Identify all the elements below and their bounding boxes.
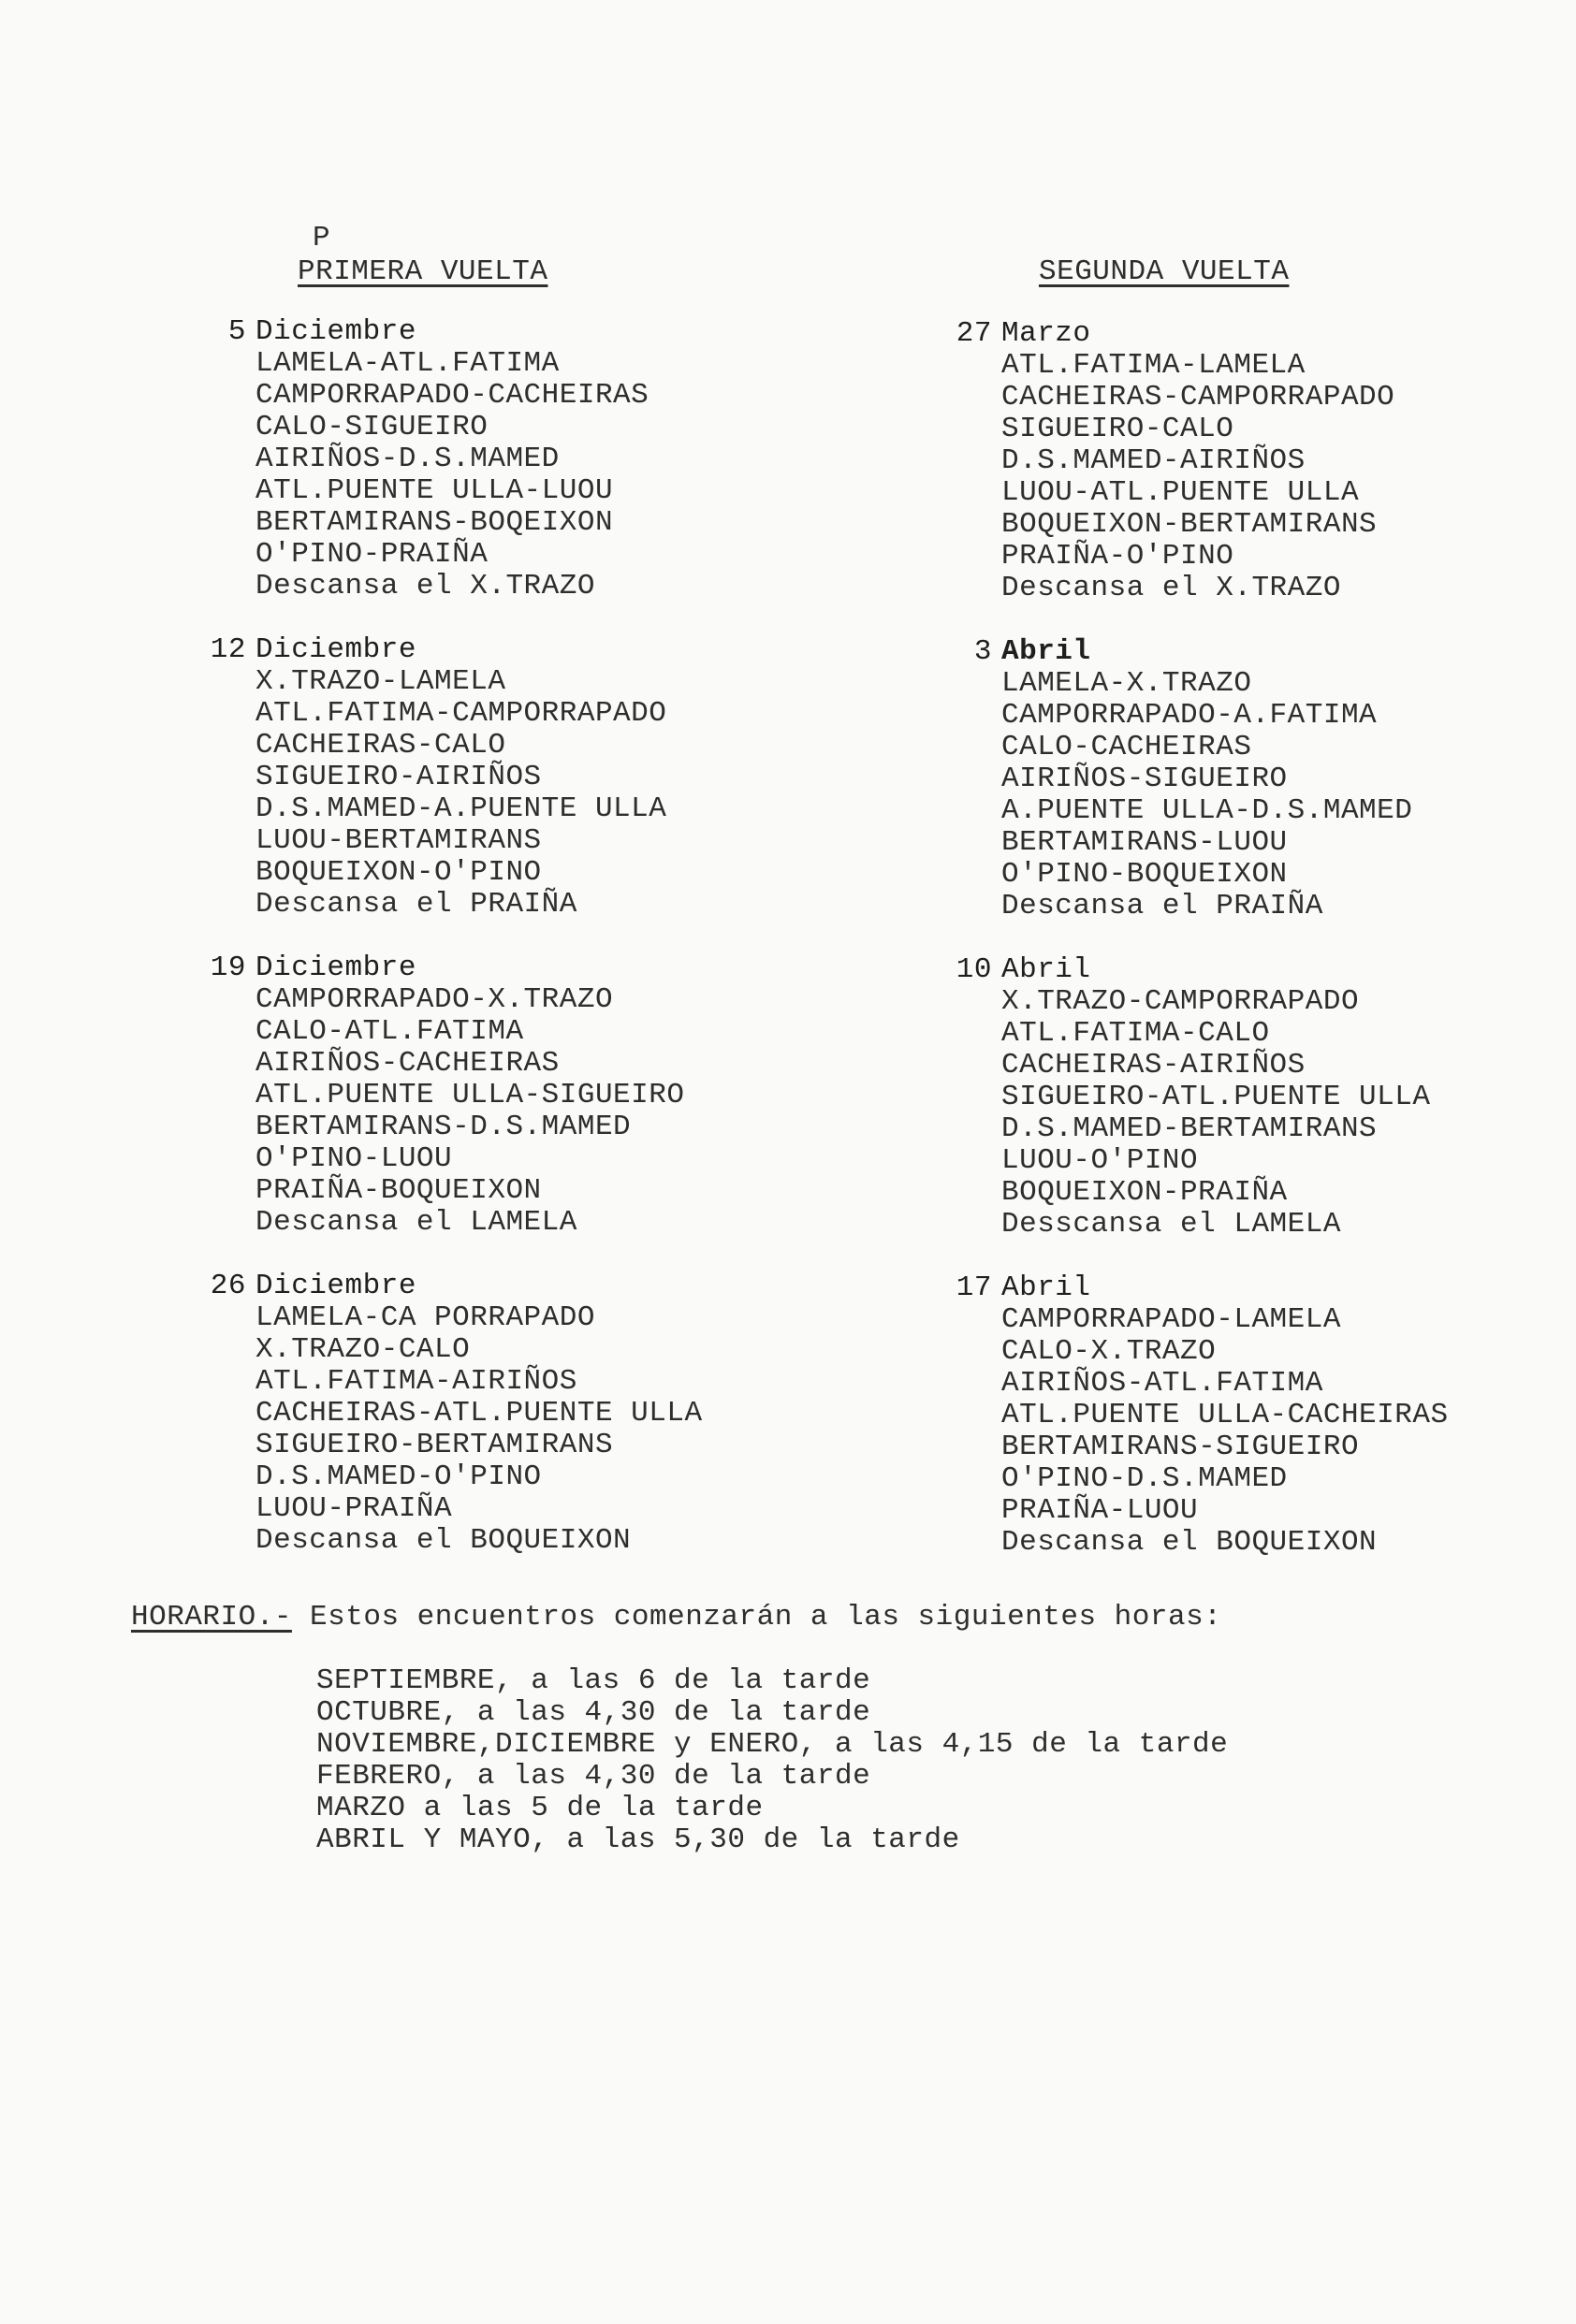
fixture-line: BERTAMIRANS-SIGUEIRO: [1001, 1431, 1360, 1463]
round-day: 26: [210, 1270, 246, 1302]
round-month: Diciembre: [255, 633, 416, 666]
rest-team-line: Descansa el PRAIÑA: [1001, 890, 1323, 922]
fixture-line: D.S.MAMED-BERTAMIRANS: [1001, 1112, 1378, 1145]
round-month: Abril: [1001, 635, 1091, 668]
round-right-3: [956, 953, 1525, 1241]
fixture-line: ATL.FATIMA-LAMELA: [1001, 349, 1306, 382]
fixture-line: X.TRAZO-LAMELA: [255, 665, 506, 698]
heading-segunda-vuelta: SEGUNDA VUELTA: [1039, 255, 1290, 288]
rest-team-line: Descansa el PRAIÑA: [255, 888, 577, 921]
fixture-line: AIRIÑOS-ATL.FATIMA: [1001, 1367, 1323, 1400]
round-month: Abril: [1001, 1271, 1091, 1304]
fixture-line: CAMPORRAPADO-CACHEIRAS: [255, 379, 649, 412]
fixture-line: O'PINO-BOQUEIXON: [1001, 858, 1288, 891]
fixture-line: SIGUEIRO-BERTAMIRANS: [255, 1429, 614, 1461]
fixture-line: AIRIÑOS-CACHEIRAS: [255, 1047, 560, 1080]
schedule-line: NOVIEMBRE,DICIEMBRE y ENERO, a las 4,15 de la tarde: [316, 1728, 1229, 1761]
fixture-line: CALO-CACHEIRAS: [1001, 731, 1252, 763]
round-left-1: [227, 315, 780, 603]
round-month: Abril: [1001, 953, 1091, 986]
round-day: 27: [956, 317, 992, 350]
fixture-line: CAMPORRAPADO-LAMELA: [1001, 1303, 1341, 1336]
fixture-line: LAMELA-ATL.FATIMA: [255, 347, 560, 380]
fixture-line: CALO-X.TRAZO: [1001, 1335, 1217, 1368]
fixture-line: BERTAMIRANS-LUOU: [1001, 826, 1288, 859]
fixture-line: BERTAMIRANS-D.S.MAMED: [255, 1111, 632, 1143]
fixture-line: CACHEIRAS-CAMPORRAPADO: [1001, 381, 1395, 414]
rest-team-line: Descansa el BOQUEIXON: [255, 1524, 632, 1557]
round-left-2: [210, 633, 780, 921]
fixture-line: SIGUEIRO-AIRIÑOS: [255, 761, 542, 793]
fixture-line: LUOU-O'PINO: [1001, 1144, 1199, 1177]
round-day: 5: [227, 315, 246, 348]
rest-team-line: Descansa el X.TRAZO: [255, 570, 595, 603]
fixture-line: LUOU-BERTAMIRANS: [255, 824, 542, 857]
round-month: Marzo: [1001, 317, 1091, 350]
fixture-line: ATL.FATIMA-CAMPORRAPADO: [255, 697, 667, 730]
schedule-line: FEBRERO, a las 4,30 de la tarde: [316, 1760, 871, 1793]
fixture-line: D.S.MAMED-O'PINO: [255, 1460, 542, 1493]
schedule-line: ABRIL Y MAYO, a las 5,30 de la tarde: [316, 1823, 960, 1856]
round-right-4: [956, 1271, 1525, 1559]
fixture-line: D.S.MAMED-AIRIÑOS: [1001, 444, 1306, 477]
fixture-line: X.TRAZO-CAMPORRAPADO: [1001, 985, 1360, 1018]
fixture-line: X.TRAZO-CALO: [255, 1333, 471, 1366]
fixture-line: AIRIÑOS-SIGUEIRO: [1001, 763, 1288, 795]
rest-team-line: Descansa el BOQUEIXON: [1001, 1526, 1378, 1559]
fixture-line: AIRIÑOS-D.S.MAMED: [255, 443, 560, 475]
fixture-line: SIGUEIRO-CALO: [1001, 413, 1234, 445]
fixture-line: BOQUEIXON-BERTAMIRANS: [1001, 508, 1378, 541]
schedule-line: MARZO a las 5 de la tarde: [316, 1792, 764, 1824]
fixture-line: CAMPORRAPADO-A.FATIMA: [1001, 699, 1378, 732]
round-left-4: [210, 1270, 780, 1557]
fixture-line: ATL.PUENTE ULLA-CACHEIRAS: [1001, 1399, 1449, 1431]
rest-team-line: Descansa el LAMELA: [255, 1206, 577, 1239]
round-day: 17: [956, 1271, 992, 1304]
schedule-line: OCTUBRE, a las 4,30 de la tarde: [316, 1696, 871, 1729]
round-day: 19: [210, 951, 246, 984]
schedule-line: SEPTIEMBRE, a las 6 de la tarde: [316, 1664, 871, 1697]
fixture-line: PRAIÑA-BOQUEIXON: [255, 1174, 542, 1207]
fixture-line: LAMELA-X.TRAZO: [1001, 667, 1252, 700]
fixture-line: ATL.PUENTE ULLA-SIGUEIRO: [255, 1079, 685, 1111]
fixture-line: PRAIÑA-O'PINO: [1001, 540, 1234, 573]
rest-team-line: Descansa el X.TRAZO: [1001, 572, 1341, 604]
fixture-line: CACHEIRAS-AIRIÑOS: [1001, 1049, 1306, 1082]
round-day: 10: [956, 953, 992, 986]
fixture-line: BOQUEIXON-O'PINO: [255, 856, 542, 889]
fixture-line: LAMELA-CA PORRAPADO: [255, 1301, 595, 1334]
horario-section: [131, 1602, 1221, 1634]
rest-team-line: Desscansa el LAMELA: [1001, 1208, 1341, 1241]
round-left-3: [210, 951, 780, 1239]
round-month: Diciembre: [255, 951, 416, 984]
round-right-2: [973, 635, 1525, 922]
fixture-line: SIGUEIRO-ATL.PUENTE ULLA: [1001, 1081, 1431, 1113]
round-month: Diciembre: [255, 1270, 416, 1302]
fixture-line: ATL.FATIMA-CALO: [1001, 1017, 1270, 1050]
fixture-line: ATL.FATIMA-AIRIÑOS: [255, 1365, 577, 1398]
horario-label: HORARIO.-: [131, 1601, 292, 1634]
fixture-line: O'PINO-D.S.MAMED: [1001, 1462, 1288, 1495]
round-month: Diciembre: [255, 315, 416, 348]
fixture-line: BERTAMIRANS-BOQEIXON: [255, 506, 614, 539]
fixture-line: LUOU-ATL.PUENTE ULLA: [1001, 476, 1360, 509]
fixture-line: O'PINO-LUOU: [255, 1142, 453, 1175]
fixture-line: CACHEIRAS-ATL.PUENTE ULLA: [255, 1397, 703, 1430]
fixture-line: CACHEIRAS-CALO: [255, 729, 506, 762]
fixture-line: CAMPORRAPADO-X.TRAZO: [255, 983, 614, 1016]
fixture-line: LUOU-PRAIÑA: [255, 1492, 453, 1525]
page-mark: P: [313, 222, 331, 254]
round-right-1: [956, 317, 1525, 604]
horario-intro: Estos encuentros comenzarán a las siguientes horas:: [310, 1601, 1222, 1634]
fixture-line: CALO-SIGUEIRO: [255, 411, 489, 443]
round-day: 3: [973, 635, 992, 668]
fixture-line: ATL.PUENTE ULLA-LUOU: [255, 474, 614, 507]
fixture-line: A.PUENTE ULLA-D.S.MAMED: [1001, 794, 1413, 827]
fixture-line: CALO-ATL.FATIMA: [255, 1015, 524, 1048]
fixture-line: BOQUEIXON-PRAIÑA: [1001, 1176, 1288, 1209]
horario-schedule: [316, 1665, 1228, 1856]
round-day: 12: [210, 633, 246, 666]
heading-primera-vuelta: PRIMERA VUELTA: [298, 255, 548, 288]
fixture-line: D.S.MAMED-A.PUENTE ULLA: [255, 792, 667, 825]
fixture-line: O'PINO-PRAIÑA: [255, 538, 489, 571]
fixture-line: PRAIÑA-LUOU: [1001, 1494, 1199, 1527]
